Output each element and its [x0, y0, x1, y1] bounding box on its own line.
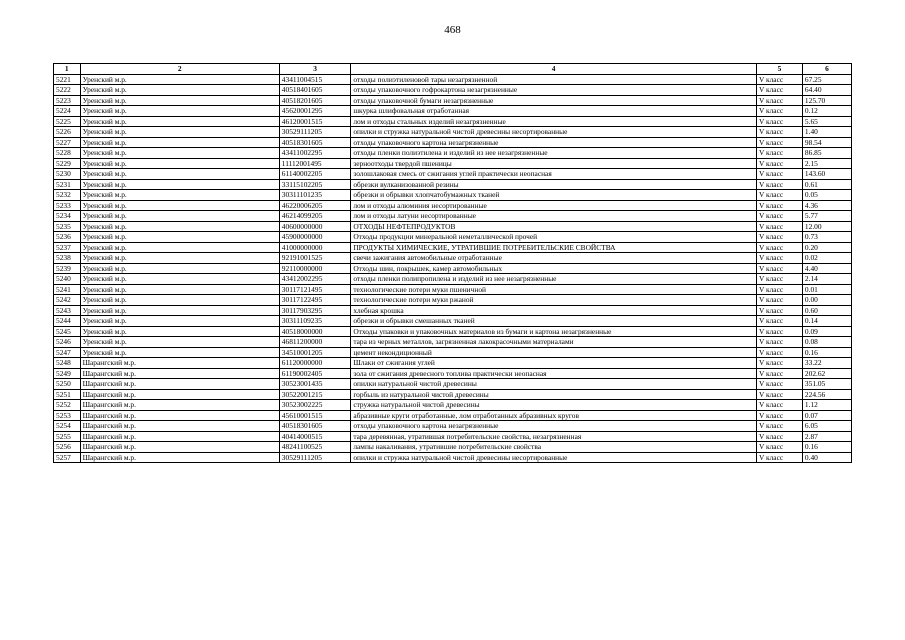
row-number-cell: 5252 — [54, 400, 81, 411]
district-cell: Уренский м.р. — [80, 158, 279, 169]
row-number-cell: 5222 — [54, 85, 81, 96]
district-cell: Уренский м.р. — [80, 106, 279, 117]
amount-cell: 64.40 — [802, 85, 851, 96]
row-number-cell: 5237 — [54, 242, 81, 253]
hazard-class-cell: V класс — [756, 169, 802, 180]
hazard-class-cell: V класс — [756, 148, 802, 159]
waste-name-cell: отходы пленки полиэтилена и изделий из нее незагрязненные — [351, 148, 757, 159]
amount-cell: 0.08 — [802, 337, 851, 348]
hazard-class-cell: V класс — [756, 95, 802, 106]
amount-cell: 67.25 — [802, 74, 851, 85]
amount-cell: 98.54 — [802, 137, 851, 148]
hazard-class-cell: V класс — [756, 179, 802, 190]
hazard-class-cell: V класс — [756, 242, 802, 253]
hazard-class-cell: V класс — [756, 158, 802, 169]
waste-name-cell: Шлаки от сжигания углей — [351, 358, 757, 369]
hazard-class-cell: V класс — [756, 137, 802, 148]
waste-code-cell: 43411002295 — [279, 148, 351, 159]
amount-cell: 0.61 — [802, 179, 851, 190]
table-row — [54, 431, 852, 442]
hazard-class-cell: V класс — [756, 347, 802, 358]
hazard-class-cell: V класс — [756, 400, 802, 411]
amount-cell: 0.02 — [802, 253, 851, 264]
district-cell: Уренский м.р. — [80, 127, 279, 138]
district-cell: Шарангский м.р. — [80, 368, 279, 379]
waste-name-cell: тара из черных металлов, загрязненная лакокрасочными материалами — [351, 337, 757, 348]
amount-cell: 6.05 — [802, 421, 851, 432]
row-number-cell: 5246 — [54, 337, 81, 348]
waste-name-cell: отходы упаковочного гофрокартона незагрязненные — [351, 85, 757, 96]
hazard-class-cell: V класс — [756, 452, 802, 463]
waste-code-cell: 92191001525 — [279, 253, 351, 264]
waste-code-cell: 33115102205 — [279, 179, 351, 190]
waste-code-cell: 46220006205 — [279, 200, 351, 211]
amount-cell: 0.01 — [802, 284, 851, 295]
table-row — [54, 263, 852, 274]
row-number-cell: 5232 — [54, 190, 81, 201]
waste-name-cell: обрезки и обрывки хлопчатобумажных тканей — [351, 190, 757, 201]
waste-name-cell: обрезки и обрывки смешанных тканей — [351, 316, 757, 327]
row-number-cell: 5231 — [54, 179, 81, 190]
row-number-cell: 5227 — [54, 137, 81, 148]
hazard-class-cell: V класс — [756, 389, 802, 400]
hazard-class-cell: V класс — [756, 284, 802, 295]
waste-code-cell: 92110000000 — [279, 263, 351, 274]
table-row — [54, 127, 852, 138]
table-row — [54, 410, 852, 421]
district-cell: Уренский м.р. — [80, 148, 279, 159]
amount-cell: 86.85 — [802, 148, 851, 159]
header-row — [54, 64, 852, 75]
amount-cell: 12.00 — [802, 221, 851, 232]
amount-cell: 33.22 — [802, 358, 851, 369]
amount-cell: 5.77 — [802, 211, 851, 222]
district-cell: Уренский м.р. — [80, 116, 279, 127]
row-number-cell: 5223 — [54, 95, 81, 106]
table-row — [54, 221, 852, 232]
hazard-class-cell: V класс — [756, 221, 802, 232]
row-number-cell: 5253 — [54, 410, 81, 421]
hazard-class-cell: V класс — [756, 305, 802, 316]
row-number-cell: 5243 — [54, 305, 81, 316]
district-cell: Уренский м.р. — [80, 95, 279, 106]
table-row — [54, 158, 852, 169]
waste-name-cell: опилки и стружка натуральной чистой древесины несортированные — [351, 127, 757, 138]
amount-cell: 0.20 — [802, 242, 851, 253]
amount-cell: 0.60 — [802, 305, 851, 316]
table-row — [54, 106, 852, 117]
waste-code-cell: 40518201605 — [279, 95, 351, 106]
hazard-class-cell: V класс — [756, 337, 802, 348]
amount-cell: 1.12 — [802, 400, 851, 411]
waste-name-cell: технологические потери муки ржаной — [351, 295, 757, 306]
waste-name-cell: технологические потери муки пшеничной — [351, 284, 757, 295]
district-cell: Уренский м.р. — [80, 305, 279, 316]
col-6-header: 6 — [802, 64, 851, 75]
row-number-cell: 5236 — [54, 232, 81, 243]
table-row — [54, 337, 852, 348]
waste-code-cell: 48241100525 — [279, 442, 351, 453]
district-cell: Уренский м.р. — [80, 85, 279, 96]
waste-name-cell: горбыль из натуральной чистой древесины — [351, 389, 757, 400]
amount-cell: 224.56 — [802, 389, 851, 400]
hazard-class-cell: V класс — [756, 442, 802, 453]
waste-name-cell: золошлаковая смесь от сжигания углей практически неопасная — [351, 169, 757, 180]
waste-code-cell: 46214099205 — [279, 211, 351, 222]
table-row — [54, 284, 852, 295]
amount-cell: 0.09 — [802, 326, 851, 337]
waste-name-cell: зола от сжигания древесного топлива практически неопасная — [351, 368, 757, 379]
col-5-header: 5 — [756, 64, 802, 75]
amount-cell: 0.16 — [802, 347, 851, 358]
row-number-cell: 5254 — [54, 421, 81, 432]
hazard-class-cell: V класс — [756, 379, 802, 390]
waste-code-cell: 30117903295 — [279, 305, 351, 316]
amount-cell: 1.40 — [802, 127, 851, 138]
hazard-class-cell: V класс — [756, 431, 802, 442]
row-number-cell: 5238 — [54, 253, 81, 264]
amount-cell: 5.65 — [802, 116, 851, 127]
row-number-cell: 5249 — [54, 368, 81, 379]
row-number-cell: 5225 — [54, 116, 81, 127]
waste-code-cell: 61140002205 — [279, 169, 351, 180]
waste-name-cell: отходы упаковочного картона незагрязненные — [351, 137, 757, 148]
waste-code-cell: 30311109235 — [279, 316, 351, 327]
district-cell: Шарангский м.р. — [80, 379, 279, 390]
waste-code-cell: 43411004515 — [279, 74, 351, 85]
table-row — [54, 179, 852, 190]
row-number-cell: 5245 — [54, 326, 81, 337]
waste-code-cell: 30529111205 — [279, 127, 351, 138]
waste-name-cell: опилки и стружка натуральной чистой древесины несортированные — [351, 452, 757, 463]
row-number-cell: 5256 — [54, 442, 81, 453]
waste-code-cell: 61120000000 — [279, 358, 351, 369]
waste-code-cell: 30117121495 — [279, 284, 351, 295]
table-row — [54, 74, 852, 85]
waste-code-cell: 40518000000 — [279, 326, 351, 337]
waste-name-cell: абразивные круги отработанные, лом отработанных абразивных кругов — [351, 410, 757, 421]
waste-name-cell: лампы накаливания, утратившие потребительские свойства — [351, 442, 757, 453]
district-cell: Шарангский м.р. — [80, 431, 279, 442]
row-number-cell: 5244 — [54, 316, 81, 327]
waste-name-cell: лом и отходы алюминия несортированные — [351, 200, 757, 211]
waste-code-cell: 40518401605 — [279, 85, 351, 96]
table-row — [54, 137, 852, 148]
row-number-cell: 5229 — [54, 158, 81, 169]
hazard-class-cell: V класс — [756, 211, 802, 222]
col-3-header: 3 — [279, 64, 351, 75]
waste-code-cell: 45610001515 — [279, 410, 351, 421]
amount-cell: 4.40 — [802, 263, 851, 274]
waste-name-cell: стружка натуральной чистой древесины — [351, 400, 757, 411]
waste-name-cell: ОТХОДЫ НЕФТЕПРОДУКТОВ — [351, 221, 757, 232]
district-cell: Шарангский м.р. — [80, 389, 279, 400]
row-number-cell: 5234 — [54, 211, 81, 222]
hazard-class-cell: V класс — [756, 127, 802, 138]
district-cell: Шарангский м.р. — [80, 421, 279, 432]
table-row — [54, 232, 852, 243]
table-row — [54, 200, 852, 211]
waste-code-cell: 30529111205 — [279, 452, 351, 463]
district-cell: Уренский м.р. — [80, 274, 279, 285]
district-cell: Шарангский м.р. — [80, 452, 279, 463]
district-cell: Уренский м.р. — [80, 326, 279, 337]
amount-cell: 2.14 — [802, 274, 851, 285]
waste-code-cell: 61190002405 — [279, 368, 351, 379]
waste-code-cell: 43412002295 — [279, 274, 351, 285]
waste-code-cell: 40600000000 — [279, 221, 351, 232]
table-body — [54, 74, 852, 463]
row-number-cell: 5255 — [54, 431, 81, 442]
district-cell: Уренский м.р. — [80, 316, 279, 327]
waste-name-cell: свечи зажигания автомобильные отработанные — [351, 253, 757, 264]
hazard-class-cell: V класс — [756, 358, 802, 369]
table-row — [54, 148, 852, 159]
waste-name-cell: Отходы упаковки и упаковочных материалов из бумаги и картона незагрязненные — [351, 326, 757, 337]
table-row — [54, 190, 852, 201]
district-cell: Уренский м.р. — [80, 179, 279, 190]
waste-name-cell: тара деревянная, утратившая потребительские свойства, незагрязненная — [351, 431, 757, 442]
amount-cell: 0.05 — [802, 190, 851, 201]
table-row — [54, 452, 852, 463]
row-number-cell: 5242 — [54, 295, 81, 306]
row-number-cell: 5247 — [54, 347, 81, 358]
waste-code-cell: 30522001215 — [279, 389, 351, 400]
row-number-cell: 5230 — [54, 169, 81, 180]
amount-cell: 4.36 — [802, 200, 851, 211]
hazard-class-cell: V класс — [756, 200, 802, 211]
district-cell: Уренский м.р. — [80, 284, 279, 295]
row-number-cell: 5228 — [54, 148, 81, 159]
row-number-cell: 5226 — [54, 127, 81, 138]
hazard-class-cell: V класс — [756, 274, 802, 285]
district-cell: Уренский м.р. — [80, 137, 279, 148]
row-number-cell: 5224 — [54, 106, 81, 117]
hazard-class-cell: V класс — [756, 190, 802, 201]
table-row — [54, 421, 852, 432]
hazard-class-cell: V класс — [756, 106, 802, 117]
district-cell: Уренский м.р. — [80, 169, 279, 180]
district-cell: Шарангский м.р. — [80, 410, 279, 421]
hazard-class-cell: V класс — [756, 74, 802, 85]
amount-cell: 0.40 — [802, 452, 851, 463]
waste-name-cell: отходы пленки полипропилена и изделий из нее незагрязненные — [351, 274, 757, 285]
district-cell: Уренский м.р. — [80, 242, 279, 253]
col-2-header: 2 — [80, 64, 279, 75]
waste-name-cell: хлебная крошка — [351, 305, 757, 316]
table-row — [54, 368, 852, 379]
table-row — [54, 326, 852, 337]
table-row — [54, 442, 852, 453]
waste-name-cell: лом и отходы латуни несортированные — [351, 211, 757, 222]
amount-cell: 0.16 — [802, 442, 851, 453]
row-number-cell: 5221 — [54, 74, 81, 85]
page-number: 468 — [444, 24, 461, 36]
waste-name-cell: опилки натуральной чистой древесины — [351, 379, 757, 390]
table-row — [54, 116, 852, 127]
amount-cell: 0.12 — [802, 106, 851, 117]
waste-code-cell: 30117122495 — [279, 295, 351, 306]
waste-code-cell: 40414000515 — [279, 431, 351, 442]
hazard-class-cell: V класс — [756, 253, 802, 264]
table-row — [54, 389, 852, 400]
hazard-class-cell: V класс — [756, 263, 802, 274]
row-number-cell: 5251 — [54, 389, 81, 400]
table-row — [54, 253, 852, 264]
row-number-cell: 5257 — [54, 452, 81, 463]
waste-code-cell: 46811200000 — [279, 337, 351, 348]
table-row — [54, 347, 852, 358]
row-number-cell: 5240 — [54, 274, 81, 285]
waste-name-cell: ПРОДУКТЫ ХИМИЧЕСКИЕ, УТРАТИВШИЕ ПОТРЕБИТЕЛЬСКИЕ СВОЙСТВА — [351, 242, 757, 253]
amount-cell: 351.05 — [802, 379, 851, 390]
waste-code-cell: 30523001435 — [279, 379, 351, 390]
row-number-cell: 5233 — [54, 200, 81, 211]
waste-code-cell: 34510001205 — [279, 347, 351, 358]
amount-cell: 0.00 — [802, 295, 851, 306]
district-cell: Уренский м.р. — [80, 232, 279, 243]
district-cell: Шарангский м.р. — [80, 358, 279, 369]
district-cell: Уренский м.р. — [80, 263, 279, 274]
waste-code-cell: 40518301605 — [279, 421, 351, 432]
amount-cell: 0.14 — [802, 316, 851, 327]
table-row — [54, 305, 852, 316]
district-cell: Уренский м.р. — [80, 337, 279, 348]
waste-code-cell: 45900000000 — [279, 232, 351, 243]
hazard-class-cell: V класс — [756, 316, 802, 327]
amount-cell: 143.60 — [802, 169, 851, 180]
amount-cell: 125.70 — [802, 95, 851, 106]
district-cell: Шарангский м.р. — [80, 442, 279, 453]
col-4-header: 4 — [351, 64, 757, 75]
row-number-cell: 5250 — [54, 379, 81, 390]
row-number-cell: 5241 — [54, 284, 81, 295]
table-row — [54, 316, 852, 327]
waste-name-cell: отходы упаковочного картона незагрязненные — [351, 421, 757, 432]
table-row — [54, 242, 852, 253]
table-row — [54, 169, 852, 180]
waste-code-cell: 30523002225 — [279, 400, 351, 411]
table-row — [54, 358, 852, 369]
hazard-class-cell: V класс — [756, 326, 802, 337]
table-row — [54, 400, 852, 411]
waste-name-cell: отходы упаковочной бумаги незагрязненные — [351, 95, 757, 106]
col-1-header: 1 — [54, 64, 81, 75]
waste-name-cell: зерноотходы твердой пшеницы — [351, 158, 757, 169]
waste-name-cell: цемент некондиционный — [351, 347, 757, 358]
table-row — [54, 295, 852, 306]
waste-name-cell: обрезки вулканизованной резины — [351, 179, 757, 190]
district-cell: Уренский м.р. — [80, 200, 279, 211]
table-row — [54, 95, 852, 106]
district-cell: Уренский м.р. — [80, 211, 279, 222]
hazard-class-cell: V класс — [756, 295, 802, 306]
waste-code-cell: 41000000000 — [279, 242, 351, 253]
waste-name-cell: шкурка шлифовальная отработанная — [351, 106, 757, 117]
district-cell: Уренский м.р. — [80, 253, 279, 264]
hazard-class-cell: V класс — [756, 232, 802, 243]
waste-code-cell: 11112001495 — [279, 158, 351, 169]
table-row — [54, 379, 852, 390]
table-row — [54, 85, 852, 96]
waste-name-cell: отходы полиэтиленовой тары незагрязненной — [351, 74, 757, 85]
hazard-class-cell: V класс — [756, 85, 802, 96]
waste-code-cell: 46120001515 — [279, 116, 351, 127]
waste-code-cell: 30311101235 — [279, 190, 351, 201]
district-cell: Уренский м.р. — [80, 221, 279, 232]
amount-cell: 202.62 — [802, 368, 851, 379]
waste-code-cell: 40518301605 — [279, 137, 351, 148]
row-number-cell: 5239 — [54, 263, 81, 274]
amount-cell: 2.15 — [802, 158, 851, 169]
table-row — [54, 211, 852, 222]
hazard-class-cell: V класс — [756, 116, 802, 127]
amount-cell: 2.87 — [802, 431, 851, 442]
district-cell: Уренский м.р. — [80, 347, 279, 358]
waste-name-cell: Отходы продукции минеральной неметаллической прочей — [351, 232, 757, 243]
waste-registry-table — [53, 63, 852, 463]
waste-name-cell: Отходы шин, покрышек, камер автомобильных — [351, 263, 757, 274]
table-row — [54, 274, 852, 285]
district-cell: Уренский м.р. — [80, 74, 279, 85]
district-cell: Шарангский м.р. — [80, 400, 279, 411]
amount-cell: 0.73 — [802, 232, 851, 243]
waste-code-cell: 45620001295 — [279, 106, 351, 117]
district-cell: Уренский м.р. — [80, 190, 279, 201]
amount-cell: 0.07 — [802, 410, 851, 421]
row-number-cell: 5248 — [54, 358, 81, 369]
hazard-class-cell: V класс — [756, 410, 802, 421]
hazard-class-cell: V класс — [756, 421, 802, 432]
district-cell: Уренский м.р. — [80, 295, 279, 306]
hazard-class-cell: V класс — [756, 368, 802, 379]
waste-name-cell: лом и отходы стальных изделий незагрязненные — [351, 116, 757, 127]
row-number-cell: 5235 — [54, 221, 81, 232]
